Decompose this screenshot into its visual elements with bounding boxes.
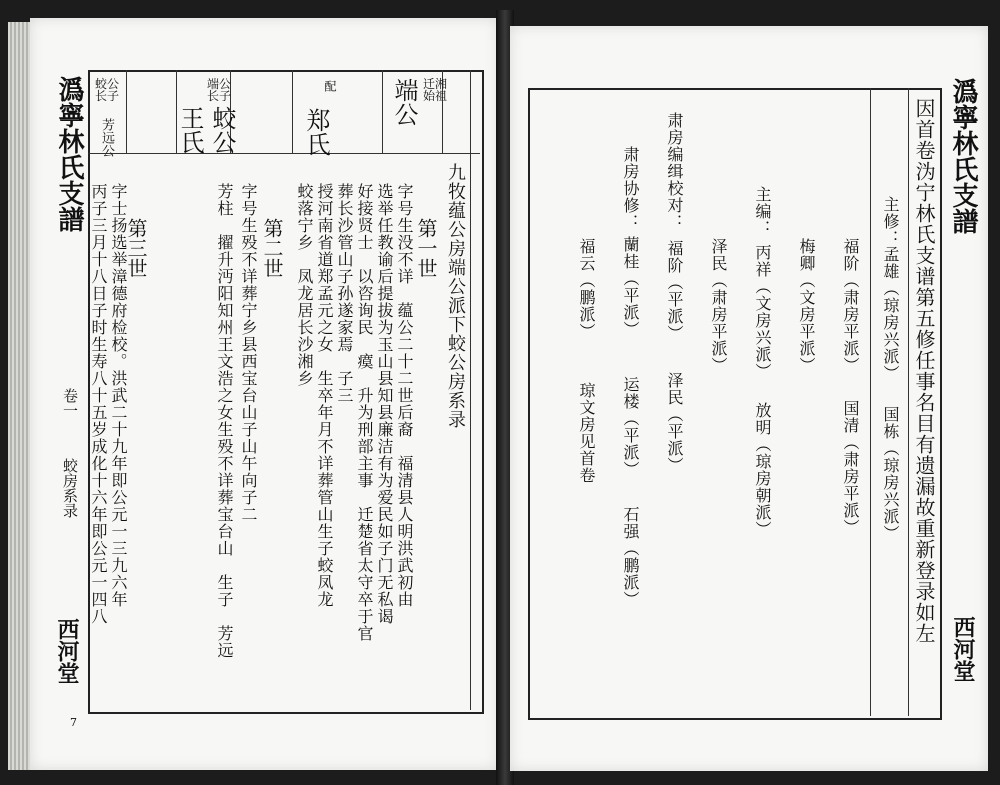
member-name: 琼文房见首卷 xyxy=(577,382,596,484)
duan-text-3: 好接贤士 以咨询民 瘼 升为刑部主事 迁楚省太守卒于官 xyxy=(355,183,374,642)
member-name: 国栋（琼房兴派） xyxy=(881,406,900,542)
duan-text-2: 选举任教谕后提拔为玉山县知县廉洁有为爱民如子门无私谒 xyxy=(375,183,394,625)
member-name: 国清（肃房平派） xyxy=(841,400,860,536)
column-divider xyxy=(292,70,293,153)
generation-3: 第三世 xyxy=(124,218,148,278)
header-c2-big: 郑氏 xyxy=(302,108,330,156)
header-c5-sub: 芳远公 xyxy=(99,118,114,157)
member-name: 梅卿（文房平派） xyxy=(797,238,816,374)
header-c1-small: 迁湘始祖 xyxy=(422,77,447,103)
left-banner-volume: 卷一 xyxy=(61,388,79,418)
column-divider xyxy=(470,70,471,710)
fangyuan-text-1: 字士扬选举漳德府检校。洪武二十九年即公元一三九六年 xyxy=(109,183,128,608)
column-divider xyxy=(870,88,871,716)
page-number: 7 xyxy=(70,716,77,729)
member-name: 运楼（平派） xyxy=(621,376,640,478)
role-label: 主编： xyxy=(753,186,772,237)
member-name: 丙祥（文房兴派） xyxy=(753,244,772,380)
duan-text-4: 葬长沙管山子孙遂家焉 子三 xyxy=(335,183,354,404)
column-divider xyxy=(126,70,127,153)
member-name: 泽民（肃房平派） xyxy=(709,238,728,374)
fangyuan-text-2: 丙子三月十八日子时生寿八十五岁成化十六年即公元一四八 xyxy=(89,183,108,625)
header-c5-small: 蛟公长子 xyxy=(94,77,119,103)
left-page xyxy=(30,18,498,770)
member-name: 蘭桂（平派） xyxy=(621,236,640,338)
left-banner-hall: 西河堂 xyxy=(54,618,80,684)
right-banner-hall: 西河堂 xyxy=(950,616,976,682)
header-c1-big: 端公 xyxy=(390,78,418,126)
generation-2: 第二世 xyxy=(260,218,284,278)
right-heading: 因首卷沩宁林氏支谱第五修任事名目有遗漏故重新登录如左 xyxy=(912,98,936,644)
left-page-frame xyxy=(88,70,484,714)
member-name: 石强（鹏派） xyxy=(621,506,640,608)
member-name: 泽民（平派） xyxy=(665,372,684,474)
right-banner-title: 潙寧林氏支譜 xyxy=(948,78,978,234)
header-divider xyxy=(88,153,480,154)
left-banner-title: 潙寧林氏支譜 xyxy=(54,76,84,232)
header-c4-big: 王氏 xyxy=(176,106,204,154)
member-name: 福阶（平派） xyxy=(665,240,684,342)
section-title: 九牧蕴公房端公派下蛟公房系录 xyxy=(445,163,466,429)
jiao-text-2: 芳柱 擢升沔阳知州王文浩之女生殁不详葬宝台山 生子 芳远 xyxy=(215,183,234,659)
member-name: 孟雄（琼房兴派） xyxy=(881,246,900,382)
role-label: 肃房协修： xyxy=(621,146,640,231)
header-c3-big: 蛟公 xyxy=(208,106,236,154)
generation-1: 第一世 xyxy=(414,218,438,278)
header-c3-small: 端公长子 xyxy=(206,77,231,103)
duan-text-1: 字号生没不详 蕴公二十二世后裔 福清县人明洪武初由 xyxy=(395,183,414,608)
member-name: 福云（鹏派） xyxy=(577,238,596,340)
member-name: 放明（琼房朝派） xyxy=(753,402,772,538)
jiao-text-1: 字号生殁不详葬宁乡县西宝台山子山午向子二 xyxy=(239,183,258,523)
member-name: 福阶（肃房平派） xyxy=(841,238,860,374)
zheng-text-2: 蛟落宁乡 凤龙居长沙湘乡 xyxy=(295,183,314,387)
role-label: 肃房编缉校对： xyxy=(665,112,684,231)
header-c2-small: 配 xyxy=(323,80,337,92)
role-label: 主修： xyxy=(881,196,900,247)
column-divider xyxy=(382,70,383,153)
column-divider xyxy=(908,88,909,716)
right-page xyxy=(510,26,988,771)
left-banner-section: 蛟房系录 xyxy=(61,458,79,518)
zheng-text-1: 授河南省道郑孟元之女 生卒年月不详葬管山生子蛟凤龙 xyxy=(315,183,334,608)
